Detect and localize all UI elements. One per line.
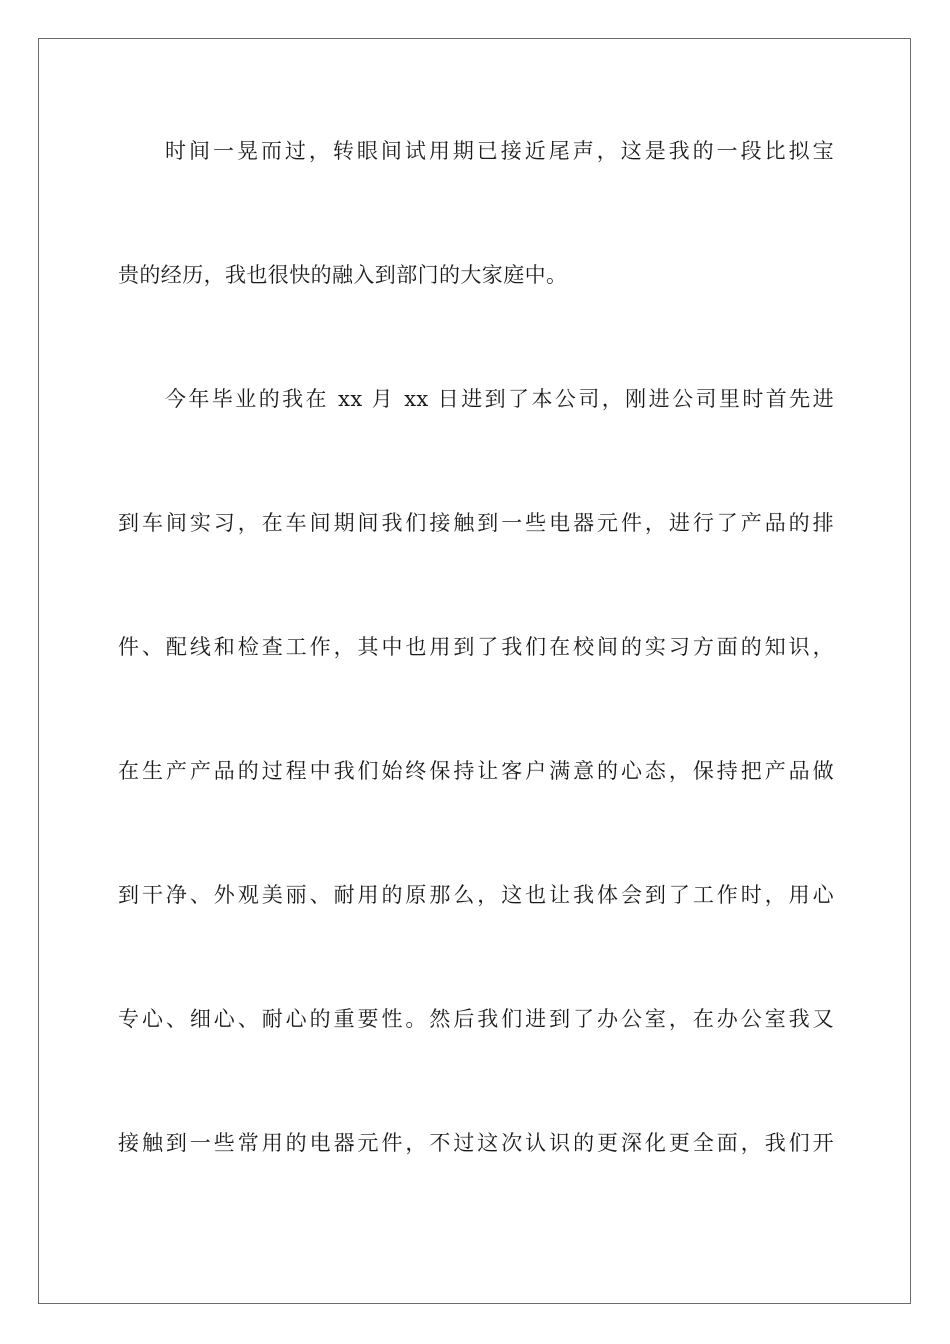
paragraph-2-line-7: 接触到一些常用的电器元件，不过这次认识的更深化更全面，我们开	[118, 1131, 834, 1155]
paragraph-1-line-2: 贵的经历，我也很快的融入到部门的大家庭中。	[118, 263, 568, 287]
paragraph-1-line-1: 时间一晃而过，转眼间试用期已接近尾声，这是我的一段比拟宝	[165, 139, 834, 163]
paragraph-2-line-6: 专心、细心、耐心的重要性。然后我们进到了办公室，在办公室我又	[118, 1007, 834, 1031]
paragraph-2-line-4: 在生产产品的过程中我们始终保持让客户满意的心态，保持把产品做	[118, 759, 834, 783]
paragraph-2-line-1: 今年毕业的我在 xx 月 xx 日进到了本公司，刚进公司里时首先进	[165, 387, 834, 411]
paragraph-2-line-3: 件、配线和检查工作，其中也用到了我们在校间的实习方面的知识，	[118, 635, 834, 659]
paragraph-2-line-5: 到干净、外观美丽、耐用的原那么，这也让我体会到了工作时，用心	[118, 883, 834, 907]
paragraph-2-line-2: 到车间实习，在车间期间我们接触到一些电器元件，进行了产品的排	[118, 511, 834, 535]
page-border	[38, 38, 911, 1304]
